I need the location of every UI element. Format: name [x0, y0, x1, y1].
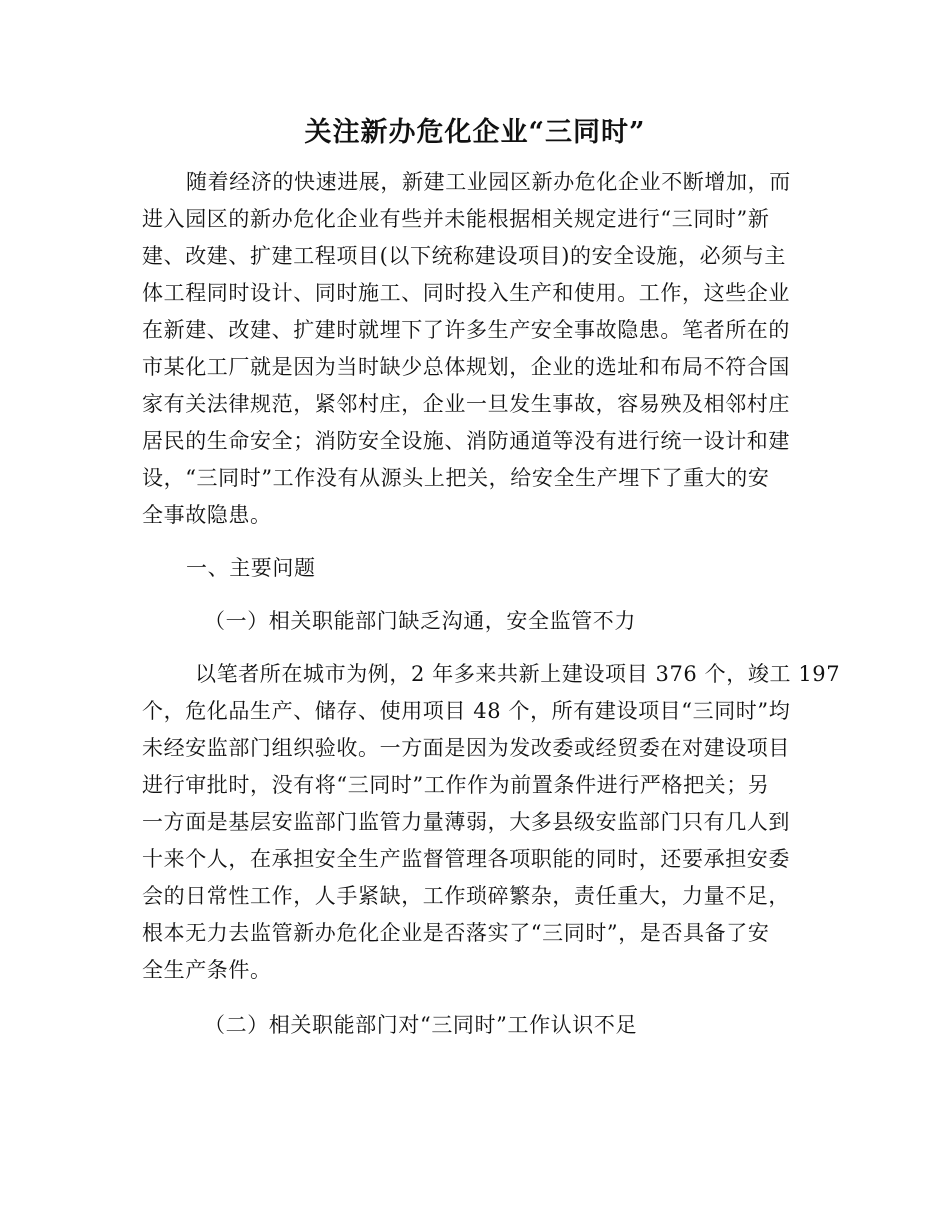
paragraph-line: 全生产条件。	[142, 958, 272, 982]
section-heading: 一、主要问题	[186, 556, 316, 580]
paragraph-line: 体工程同时设计、同时施工、同时投入生产和使用。工作，这些企业	[142, 281, 790, 305]
subsection-heading: （一）相关职能部门缺乏沟通，安全监管不力	[204, 609, 636, 633]
paragraph-line: 随着经济的快速进展，新建工业园区新办危化企业不断增加，而	[186, 170, 791, 194]
paragraph-line: 全事故隐患。	[142, 503, 272, 527]
paragraph-line: 进入园区的新办危化企业有些并未能根据相关规定进行“三同时”新	[142, 207, 770, 231]
paragraph-line: 个，危化品生产、储存、使用项目 48 个，所有建设项目“三同时”均	[142, 699, 791, 723]
paragraph-line: 根本无力去监管新办危化企业是否落实了“三同时”，是否具备了安	[142, 921, 770, 945]
paragraph-line: 进行审批时，没有将“三同时”工作作为前置条件进行严格把关；另	[142, 773, 770, 797]
paragraph-line: 在新建、改建、扩建时就埋下了许多生产安全事故隐患。笔者所在的	[142, 318, 790, 342]
paragraph-line: 居民的生命安全；消防安全设施、消防通道等没有进行统一设计和建	[142, 429, 790, 453]
paragraph-line: 建、改建、扩建工程项目(以下统称建设项目)的安全设施，必须与主	[142, 244, 786, 268]
paragraph-line: 会的日常性工作，人手紧缺，工作琐碎繁杂，责任重大，力量不足，	[142, 884, 790, 908]
paragraph-line: 一方面是基层安监部门监管力量薄弱，大多县级安监部门只有几人到	[142, 810, 790, 834]
document-title: 关注新办危化企业“三同时”	[304, 117, 646, 148]
paragraph-line: 设，“三同时”工作没有从源头上把关，给安全生产埋下了重大的安	[142, 466, 770, 490]
paragraph-line: 十来个人，在承担安全生产监督管理各项职能的同时，还要承担安委	[142, 847, 790, 871]
paragraph-line: 家有关法律规范，紧邻村庄，企业一旦发生事故，容易殃及相邻村庄	[142, 392, 790, 416]
paragraph-line: 市某化工厂就是因为当时缺少总体规划，企业的选址和布局不符合国	[142, 355, 790, 379]
paragraph-line: 未经安监部门组织验收。一方面是因为发改委或经贸委在对建设项目	[142, 736, 790, 760]
paragraph-line: 以笔者所在城市为例，2 年多来共新上建设项目 376 个，竣工 197	[195, 662, 841, 686]
subsection-heading: （二）相关职能部门对“三同时”工作认识不足	[204, 1013, 638, 1037]
